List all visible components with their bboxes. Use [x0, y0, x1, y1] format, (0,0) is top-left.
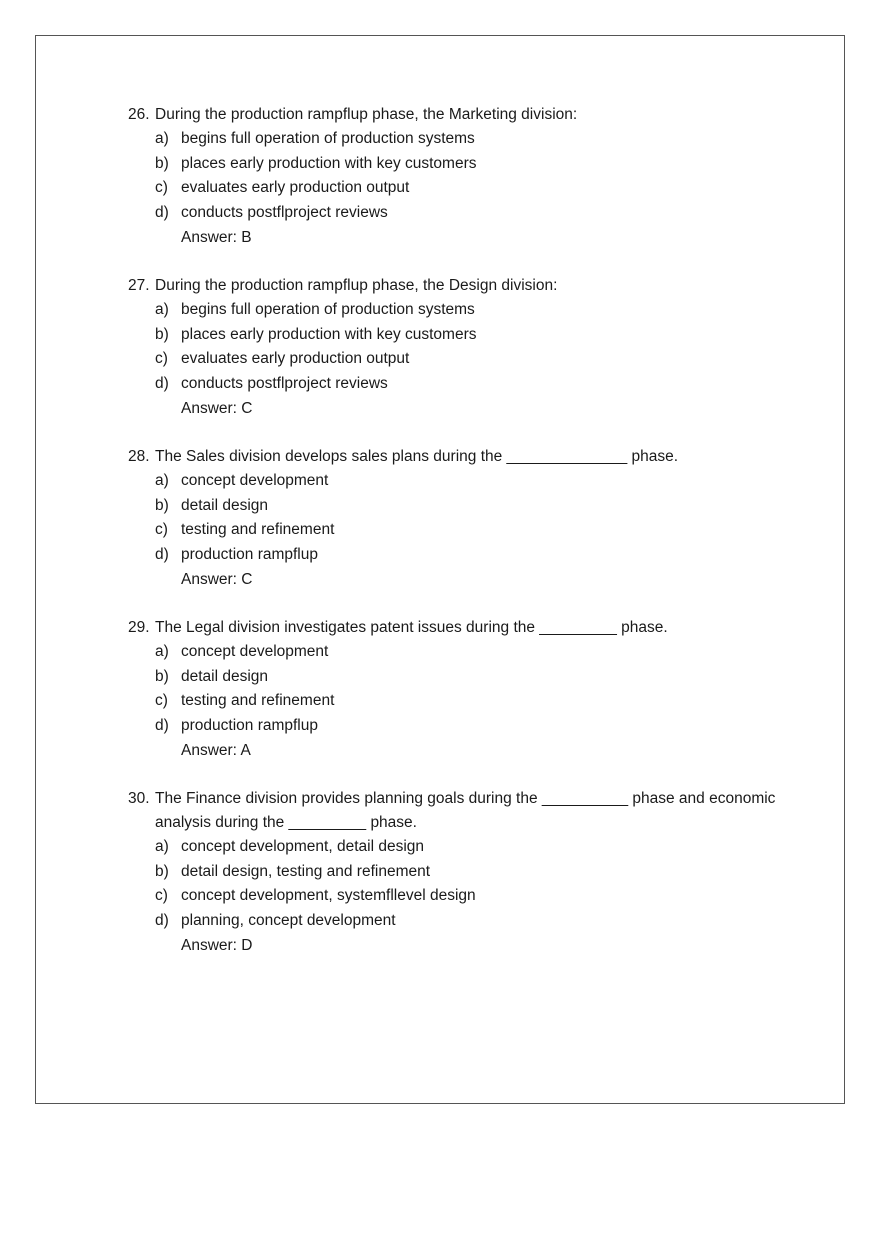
question-text: During the production rampflup phase, the Marketing division: — [155, 106, 578, 123]
option-letter: c) — [155, 887, 168, 904]
option-a — [128, 127, 788, 152]
option-text: detail design — [181, 496, 269, 514]
option-letter: d) — [155, 716, 169, 734]
option-text: concept development — [181, 643, 329, 660]
question-number: 30. — [128, 790, 150, 807]
option-letter: b) — [155, 496, 169, 514]
option-b — [128, 323, 788, 348]
option-a — [128, 640, 788, 665]
question-26 — [128, 103, 788, 250]
option-a — [128, 298, 788, 323]
question-list — [128, 103, 788, 982]
option-letter: b) — [155, 325, 169, 343]
option-text: places early production with key customers — [181, 154, 477, 172]
question-text: The Legal division investigates patent issues during the _________ phase. — [155, 619, 668, 636]
question-30 — [128, 787, 788, 958]
option-text: begins full operation of production systems — [181, 130, 475, 147]
answer-line: Answer: D — [181, 937, 253, 954]
answer-line: Answer: A — [181, 742, 251, 759]
option-text: detail design, testing and refinement — [181, 862, 431, 880]
option-text: production rampflup — [181, 716, 318, 734]
option-a — [128, 469, 788, 494]
option-letter: b) — [155, 862, 169, 880]
option-letter: a) — [155, 130, 169, 147]
question-text: During the production rampflup phase, the Design division: — [155, 277, 558, 294]
option-d — [128, 543, 788, 568]
option-letter: d) — [155, 545, 169, 563]
option-b — [128, 665, 788, 690]
option-text: begins full operation of production systems — [181, 301, 475, 318]
answer-line: Answer: C — [181, 400, 253, 417]
option-c — [128, 176, 788, 201]
option-text: concept development, detail design — [181, 838, 424, 855]
option-letter: a) — [155, 643, 169, 660]
answer-line: Answer: C — [181, 571, 253, 588]
option-a — [128, 835, 788, 860]
option-letter: c) — [155, 692, 168, 709]
option-text: testing and refinement — [181, 692, 335, 709]
question-28 — [128, 445, 788, 592]
option-d — [128, 909, 788, 934]
option-letter: a) — [155, 472, 169, 489]
option-text: testing and refinement — [181, 521, 335, 538]
option-text: planning, concept development — [181, 911, 396, 929]
option-text: detail design — [181, 667, 269, 685]
option-text: concept development — [181, 472, 329, 489]
question-stem — [128, 616, 788, 640]
option-b — [128, 152, 788, 177]
question-text: The Finance division provides planning goals during the __________ phase and economic analysis during the _________ phase. — [155, 790, 776, 831]
question-stem — [128, 787, 788, 835]
option-text: production rampflup — [181, 545, 318, 563]
option-letter: c) — [155, 179, 168, 196]
option-letter: c) — [155, 521, 168, 538]
question-number: 28. — [128, 448, 150, 465]
option-d — [128, 372, 788, 397]
option-text: places early production with key customers — [181, 325, 477, 343]
option-text: evaluates early production output — [181, 350, 410, 367]
option-text: evaluates early production output — [181, 179, 410, 196]
option-b — [128, 494, 788, 519]
option-d — [128, 201, 788, 226]
option-letter: b) — [155, 667, 169, 685]
option-letter: a) — [155, 301, 169, 318]
option-text: conducts postflproject reviews — [181, 203, 388, 221]
option-c — [128, 689, 788, 714]
option-letter: d) — [155, 911, 169, 929]
option-c — [128, 884, 788, 909]
question-number: 27. — [128, 277, 150, 294]
question-27 — [128, 274, 788, 421]
option-c — [128, 518, 788, 543]
question-stem — [128, 103, 788, 127]
question-stem — [128, 445, 788, 469]
answer-line: Answer: B — [181, 229, 252, 246]
option-c — [128, 347, 788, 372]
question-text: The Sales division develops sales plans during the ______________ phase. — [155, 448, 679, 465]
option-letter: d) — [155, 203, 169, 221]
option-text: concept development, systemfllevel design — [181, 887, 476, 904]
option-b — [128, 860, 788, 885]
question-number: 26. — [128, 106, 150, 123]
option-letter: d) — [155, 374, 169, 392]
question-stem — [128, 274, 788, 298]
question-29 — [128, 616, 788, 763]
option-letter: b) — [155, 154, 169, 172]
option-letter: c) — [155, 350, 168, 367]
option-d — [128, 714, 788, 739]
option-letter: a) — [155, 838, 169, 855]
option-text: conducts postflproject reviews — [181, 374, 388, 392]
question-number: 29. — [128, 619, 150, 636]
